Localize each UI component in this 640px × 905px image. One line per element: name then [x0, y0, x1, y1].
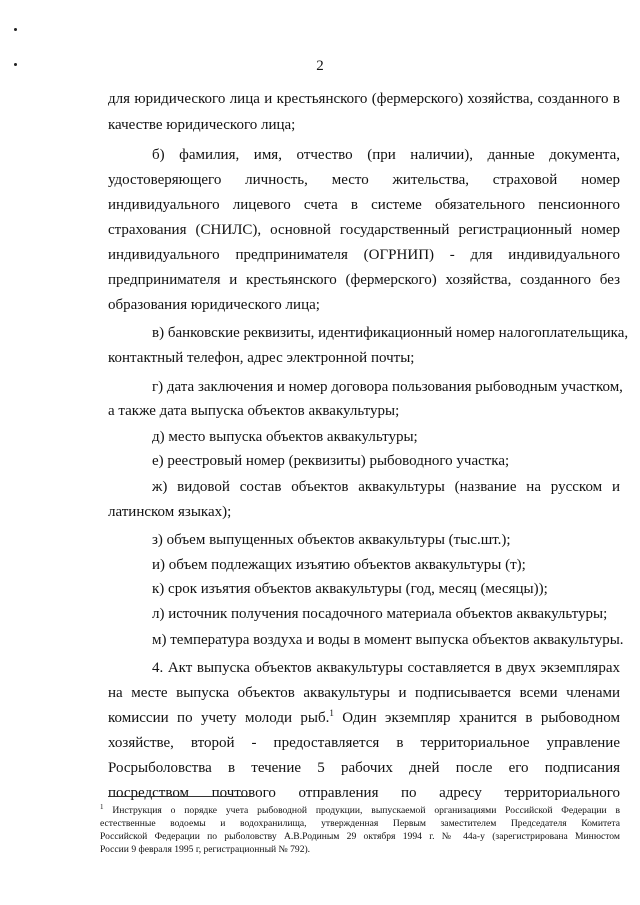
footnote-line: России 9 февраля 1995 г, регистрационный № 792).	[100, 844, 311, 855]
text-line: индивидуального лицевого счета в системе обязательного пенсионного	[108, 197, 620, 213]
footnote-separator	[108, 796, 253, 797]
text-line: б) фамилия, имя, отчество (при наличии), данные документа,	[152, 147, 620, 163]
text-line: индивидуального предпринимателя (ОГРНИП) - для индивидуального	[108, 247, 620, 263]
footnote-line: естественные водоемы и водохранилища, утвержденная Первым заместителем Председателя Комитета	[100, 818, 620, 829]
text-line: м) температура воздуха и воды в момент выпуска объектов аквакультуры.	[152, 632, 624, 648]
text-line: а также дата выпуска объектов аквакультуры;	[108, 403, 400, 419]
text-line: г) дата заключения и номер договора пользования рыбоводным участком,	[152, 379, 623, 395]
text-line: удостоверяющего личность, место жительства, страховой номер	[108, 172, 620, 188]
text-line: хозяйстве, второй - предоставляется в территориальное управление	[108, 735, 620, 751]
footnote-line: Российской Федерации по рыболовству А.В.Родиным 29 октября 1994 г. № 44а-у (зарегистрирована Минюстом	[100, 831, 620, 842]
text-line: качестве юридического лица;	[108, 117, 296, 133]
text-line: и) объем подлежащих изъятию объектов аквакультуры (т);	[152, 557, 526, 573]
text-line: посредством почтового отправления по адресу территориального	[108, 785, 620, 801]
text-line: л) источник получения посадочного материала объектов аквакультуры;	[152, 606, 608, 622]
text-line: ж) видовой состав объектов аквакультуры (название на русском и	[152, 479, 620, 495]
text-line: образования юридического лица;	[108, 297, 320, 313]
footnote-ref[interactable]: 1	[329, 708, 334, 718]
text-line: комиссии по учету молоди рыб.$^1$ Один экземпляр хранится в рыбоводном	[108, 708, 620, 726]
text-line: для юридического лица и крестьянского (фермерского) хозяйства, созданного в	[108, 91, 620, 107]
text-line: к) срок изъятия объектов аквакультуры (год, месяц (месяцы));	[152, 581, 548, 597]
text-line: д) место выпуска объектов аквакультуры;	[152, 429, 418, 445]
footnote-line: $^1$ Инструкция о порядке учета рыбоводной продукции, выпускаемой организациями Российской Федерации в	[100, 802, 620, 816]
text-line: контактный телефон, адрес электронной почты;	[108, 350, 415, 366]
text-line: Росрыболовства в течение 5 рабочих дней после его подписания	[108, 760, 620, 776]
text-line: з) объем выпущенных объектов аквакультуры (тыс.шт.);	[152, 532, 511, 548]
text-line: е) реестровый номер (реквизиты) рыбоводного участка;	[152, 453, 510, 469]
text-line: на месте выпуска объектов аквакультуры и подписывается всеми членами	[108, 685, 620, 701]
text-line: 4. Акт выпуска объектов аквакультуры составляется в двух экземплярах	[152, 660, 620, 676]
scan-speck	[14, 28, 17, 31]
text-line: предпринимателя и крестьянского (фермерского) хозяйства, созданного без	[108, 272, 620, 288]
text-line: страхования (СНИЛС), основной государственный регистрационный номер	[108, 222, 620, 238]
text-line: латинском языках);	[108, 504, 232, 520]
footnote-number: 1	[100, 802, 104, 811]
page-number: 2	[316, 58, 324, 74]
text-line: в) банковские реквизиты, идентификационный номер налогоплательщика,	[152, 325, 629, 341]
